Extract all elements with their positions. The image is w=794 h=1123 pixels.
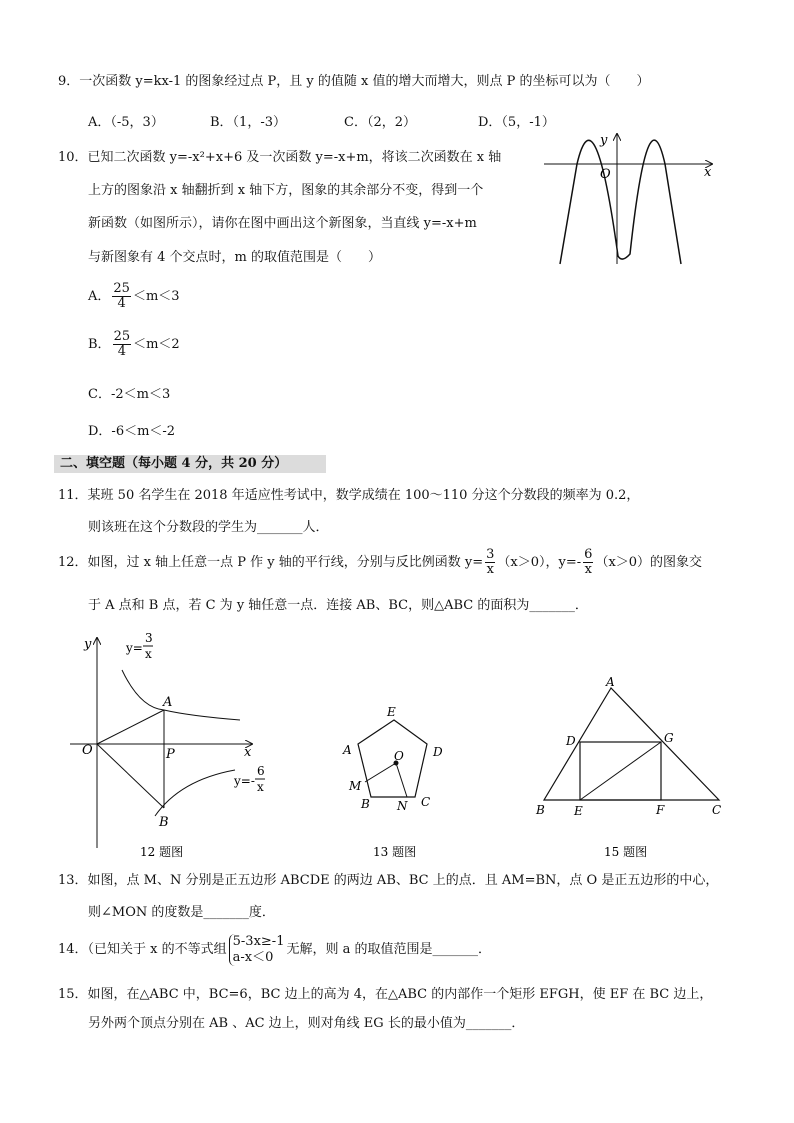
q12-fraction-2: $\frac{6}{x}$ (584, 547, 593, 577)
fig13-segment-om (365, 763, 396, 782)
q10-line-4: 与新图象有 4 个交点时，m 的取值范围是（ ） (88, 250, 381, 265)
fig12-y-label: y (84, 637, 92, 652)
q10-option-a: A． $\frac{25}{4}$ ＜m＜3 (88, 281, 180, 311)
q10-x-label: x (704, 165, 712, 180)
q15-line-1: 15．如图，在△ABC 中，BC=6，BC 边上的高为 4，在△ABC 的内部作一个矩形 EFGH，使 EF 在 BC 边上， (58, 987, 713, 1002)
q12-fraction-1: $\frac{3}{x}$ (486, 547, 495, 577)
q10-option-a-fraction: $\frac{25}{4}$ (113, 281, 130, 311)
q14-line: 14．（已知关于 x 的不等式组 5-3x≥-1 a-x＜0 无解，则 a 的取值范围是_______． (58, 933, 491, 965)
fig12-curve1-num: 3 (145, 631, 153, 645)
fig13-c-label: C (421, 795, 431, 809)
q9-option-c: C．（2，2） (344, 115, 416, 130)
fig12-curve-3-over-x (122, 670, 240, 720)
q9-option-b: B．（1，-3） (210, 115, 286, 130)
q13-line-2: 则∠MON 的度数是_______度． (88, 905, 275, 920)
fig12-p-label: P (166, 747, 175, 762)
q10-option-d: D．-6＜m＜-2 (88, 424, 176, 439)
fig12-o-label: O (82, 743, 93, 758)
q10-origin-label: O (600, 167, 611, 182)
fig15-g-label: G (664, 731, 674, 745)
q10-option-b-fraction: $\frac{25}{4}$ (113, 329, 131, 359)
fig12-curve1-den: x (145, 647, 152, 661)
fig12-curve2-prefix: y=- (234, 774, 255, 788)
fig15-f-label: F (656, 803, 665, 817)
q11-line-2: 则该班在这个分数段的学生为_______人． (88, 520, 329, 535)
q10-line-3: 新函数（如图所示），请你在图中画出这个新图象，当直线 y=-x+m (88, 216, 477, 231)
q10-option-b: B． $\frac{25}{4}$ ＜m＜2 (88, 329, 180, 359)
fig15-caption: 15 题图 (604, 845, 648, 859)
fig12-curve-neg6-over-x (155, 770, 235, 816)
q10-y-label: y (600, 133, 608, 148)
fig13-b-label: B (361, 797, 370, 811)
fig12-segment-ob (97, 744, 164, 808)
figure-15 (530, 672, 740, 860)
fig13-o-label: O (394, 749, 404, 763)
fig15-e-label: E (574, 804, 583, 818)
q9-stem: 9．一次函数 y=kx-1 的图象经过点 P，且 y 的值随 x 值的增大而增大，则点 P 的坐标可以为（ ） (58, 74, 650, 89)
q10-line-1: 10．已知二次函数 y=-x²+x+6 及一次函数 y=-x+m，将该二次函数在 x 轴 (58, 150, 502, 165)
section-fill-in-blank-header: 二、填空题（每小题 4 分，共 20 分） (54, 455, 326, 473)
fig12-curve1-prefix: y= (126, 641, 143, 655)
fig13-e-label: E (387, 705, 396, 719)
q15-line-2: 另外两个顶点分别在 AB 、AC 边上，则对角线 EG 长的最小值为_______． (88, 1016, 525, 1031)
fig13-pentagon (358, 720, 427, 797)
fig12-curve2-den: x (257, 780, 264, 794)
fig13-a-label: A (343, 743, 352, 757)
fig12-curve2-num: 6 (257, 764, 265, 778)
fig13-m-label: M (349, 779, 362, 793)
q12-line-2: 于 A 点和 B 点，若 C 为 y 轴任意一点．连接 AB、BC，则△ABC 的面积为_______． (88, 598, 588, 613)
q14-inequality-system: 5-3x≥-1 a-x＜0 (229, 934, 285, 966)
fig13-segment-on (396, 763, 407, 797)
fig15-c-label: C (712, 803, 722, 817)
fig15-diagonal-eg (580, 742, 661, 800)
fig12-x-label: x (244, 745, 252, 760)
q12-line-1: 12．如图，过 x 轴上任意一点 P 作 y 轴的平行线，分别与反比例函数 y= $\frac{3}{x}$ （x＞0），y=- $\frac{6}{x}$ （x＞0）的图象交 (58, 547, 703, 577)
q10-line-2: 上方的图象沿 x 轴翻折到 x 轴下方，图象的其余部分不变，得到一个 (88, 183, 484, 198)
q10-option-c: C．-2＜m＜3 (88, 387, 171, 402)
q11-line-1: 11．某班 50 名学生在 2018 年适应性考试中，数学成绩在 100～110 分这个分数段的频率为 0.2， (58, 488, 640, 503)
fig15-d-label: D (566, 734, 576, 748)
fig13-d-label: D (433, 745, 443, 759)
fig12-segment-oa (97, 710, 164, 744)
fig13-n-label: N (397, 799, 408, 813)
fig15-a-label: A (606, 675, 615, 689)
q9-option-a: A．（-5，3） (88, 115, 164, 130)
q13-line-1: 13．如图，点 M、N 分别是正五边形 ABCDE 的两边 AB、BC 上的点．且 AM=BN，点 O 是正五边形的中心， (58, 873, 719, 888)
fig12-b-label: B (159, 815, 169, 830)
fig15-b-label: B (536, 803, 545, 817)
q10-curve (560, 140, 681, 264)
q9-option-d: D．（5，-1） (478, 115, 555, 130)
fig13-caption: 13 题图 (373, 845, 417, 859)
fig12-caption: 12 题图 (140, 845, 184, 859)
fig12-a-label: A (163, 695, 173, 710)
figure-13 (335, 700, 455, 860)
figure-12 (60, 630, 280, 860)
q10-graph (540, 128, 720, 268)
